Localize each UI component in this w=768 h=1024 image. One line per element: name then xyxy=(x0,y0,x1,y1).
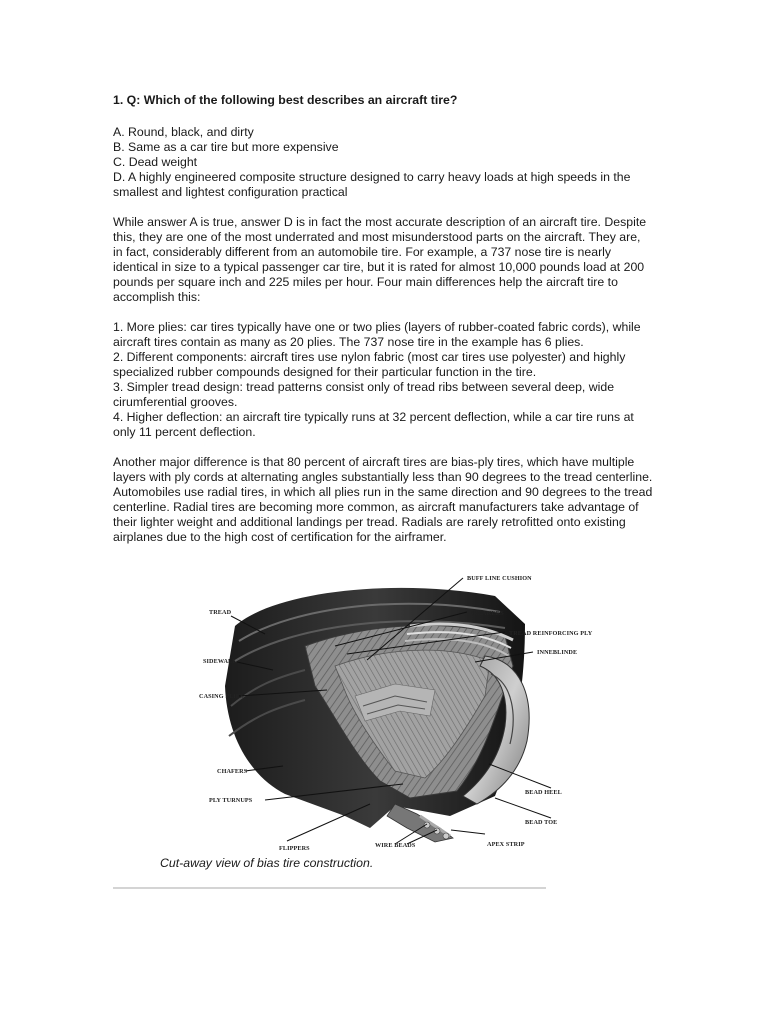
label-bead-toe: BEAD TOE xyxy=(525,819,558,826)
figure-caption: Cut-away view of bias tire construction. xyxy=(160,856,374,870)
bias-ply-paragraph: Another major difference is that 80 percent of aircraft tires are bias-ply tires, which have multiple layers with ply cords at alternating angles substantially less than 90 degrees to the tread centerline. Automobiles use radial tires, in which all plies run in the same direction and 90 degrees to the tread centerline. Radial tires are becoming more common, as aircraft manufacturers take advantage of their lighter weight and additional landings per tread. Radials are rarely retrofitted onto existing airplanes due to the high cost of certification for the airframer. xyxy=(113,455,653,544)
label-casing-plies: CASING PLIES xyxy=(199,693,244,700)
differences-list xyxy=(113,320,653,440)
label-breakers: BREAKERS xyxy=(469,610,504,617)
article-body xyxy=(113,93,653,560)
label-tread: TREAD xyxy=(209,609,232,616)
answer-option-b: B. Same as a car tire but more expensive xyxy=(113,140,339,154)
label-tread-reinforcing-ply: TREAD REINFORCING PLY xyxy=(509,630,593,637)
answer-options xyxy=(113,125,653,200)
label-buff-line-cushion: BUFF LINE CUSHION xyxy=(467,575,532,582)
difference-item: 3. Simpler tread design: tread patterns consist only of tread ribs between several deep, wide cirumferential grooves. xyxy=(113,380,615,409)
label-apex-strip: APEX STRIP xyxy=(487,841,525,848)
horizontal-divider xyxy=(113,887,546,889)
difference-item: 2. Different components: aircraft tires use nylon fabric (most car tires use polyester) and highly specialized rubber compounds designed for their particular function in the tire. xyxy=(113,350,626,379)
question-title: 1. Q: Which of the following best describes an aircraft tire? xyxy=(113,93,458,107)
tire-body xyxy=(225,588,529,842)
tire-cutaway-svg xyxy=(195,566,593,856)
label-flippers: FLIPPERS xyxy=(279,845,310,852)
answer-option-c: C. Dead weight xyxy=(113,155,198,169)
difference-item: 4. Higher deflection: an aircraft tire typically runs at 32 percent deflection, while a car tire runs at only 11 percent deflection. xyxy=(113,410,634,439)
difference-item: 1. More plies: car tires typically have one or two plies (layers of rubber-coated fabric cords), while aircraft tires contain as many as 20 plies. The 737 nose tire in the example has 6 plies. xyxy=(113,320,641,349)
explanation-paragraph: While answer A is true, answer D is in fact the most accurate description of an aircraft tire. Despite this, they are one of the most underrated and most misunderstood parts on the aircraft. They are, in fact, considerably different from an automobile tire. For example, a 737 nose tire is nearly identical in size to a typical passenger car tire, but it is rated for almost 10,000 pounds load at 200 pounds per square inch and 225 miles per hour. Four main differences help the aircraft tire to accomplish this: xyxy=(113,215,647,304)
label-wire-beads: WIRE BEADS xyxy=(375,842,416,849)
tire-cutaway-diagram xyxy=(195,566,593,856)
label-sidewall: SIDEWALL xyxy=(203,658,237,665)
label-bead-heel: BEAD HEEL xyxy=(525,789,562,796)
label-inneblinde: INNEBLINDE xyxy=(537,649,578,656)
label-ply-turnups: PLY TURNUPS xyxy=(209,797,253,804)
label-chafers: CHAFERS xyxy=(217,768,248,775)
answer-option-d: D. A highly engineered composite structure designed to carry heavy loads at high speeds in the smallest and lightest configuration practical xyxy=(113,170,631,199)
answer-option-a: A. Round, black, and dirty xyxy=(113,125,254,139)
